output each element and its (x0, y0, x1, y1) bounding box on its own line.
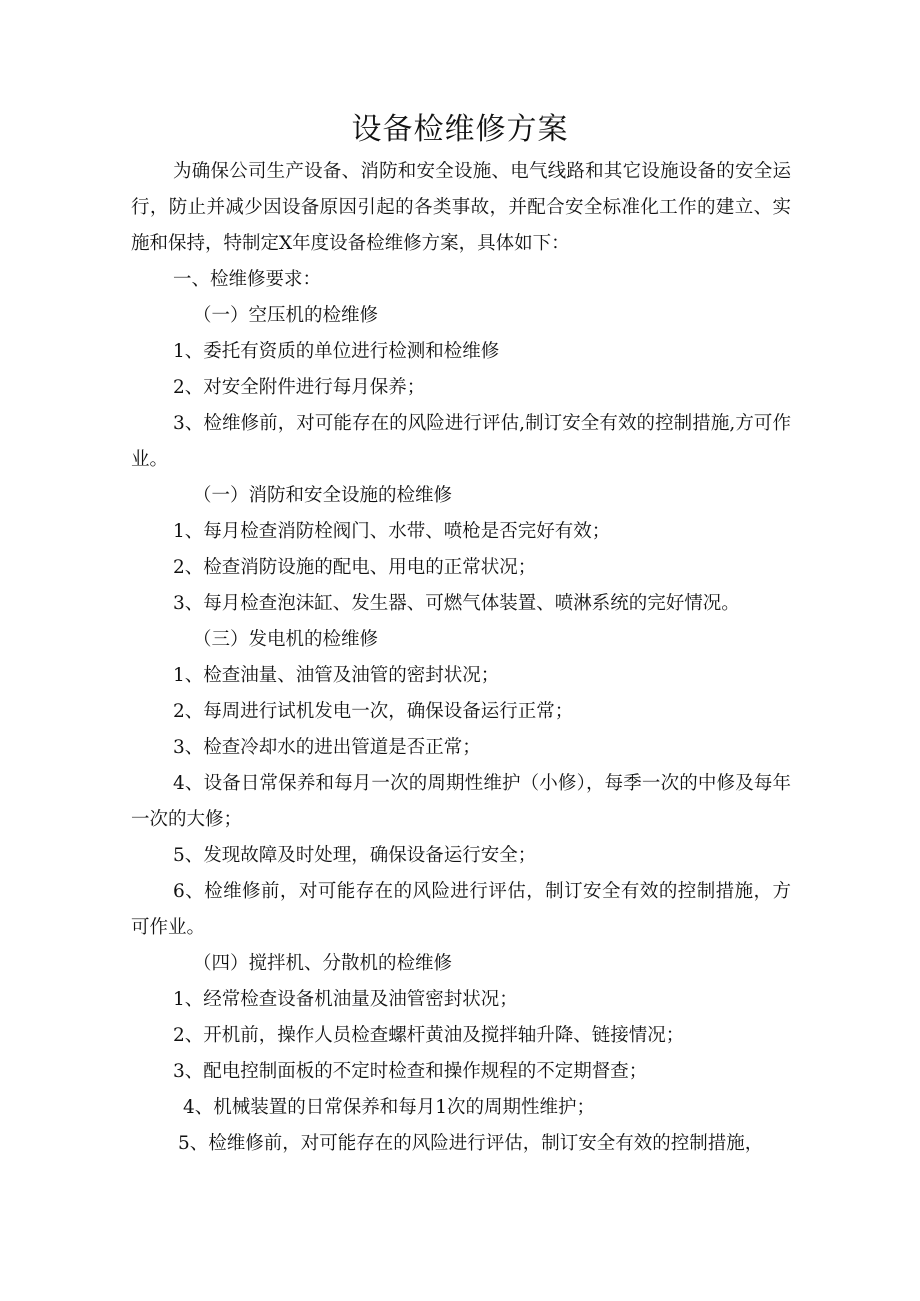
list-item: 2、开机前，操作人员检查螺杆黄油及搅拌轴升降、链接情况； (173, 1025, 685, 1046)
list-item: 5、检维修前，对可能存在的风险进行评估，制订安全有效的控制措施， (178, 1133, 764, 1154)
subsection-heading-mixer: （四）搅拌机、分散机的检维修 (193, 953, 453, 974)
list-item: 6、检维修前，对可能存在的风险进行评估，制订安全有效的控制措施，方可作业。 (131, 881, 791, 938)
list-item: 4、设备日常保养和每月一次的周期性维护（小修），每季一次的中修及每年一次的大修； (131, 773, 791, 830)
document-body (131, 154, 791, 1162)
list-item: 1、经常检查设备机油量及油管密封状况； (173, 989, 518, 1010)
intro-paragraph: 为确保公司生产设备、消防和安全设施、电气线路和其它设施设备的安全运行，防止并减少因设备原因引起的各类事故，并配合安全标准化工作的建立、实施和保持，特制定X年度设备检维修方案，具体如下： (131, 161, 791, 254)
list-item: 1、检查油量、油管及油管的密封状况； (173, 665, 500, 686)
list-item: 3、配电控制面板的不定时检查和操作规程的不定期督查； (173, 1061, 648, 1082)
document-title: 设备检维修方案 (351, 112, 569, 147)
list-item: 2、检查消防设施的配电、用电的正常状况； (173, 557, 537, 578)
section-heading-requirements: 一、检维修要求： (173, 269, 322, 290)
list-item: 4、机械装置的日常保养和每月1次的周期性维护； (183, 1097, 596, 1118)
list-item: 1、委托有资质的单位进行检测和检维修 (173, 341, 500, 362)
subsection-heading-fire-safety: （一）消防和安全设施的检维修 (193, 485, 453, 506)
list-item: 2、对安全附件进行每月保养； (173, 377, 426, 398)
list-item: 3、检维修前，对可能存在的风险进行评估,制订安全有效的控制措施,方可作业。 (131, 413, 791, 470)
list-item: 3、每月检查泡沫缸、发生器、可燃气体装置、喷淋系统的完好情况。 (173, 593, 740, 614)
list-item: 2、每周进行试机发电一次，确保设备运行正常； (173, 701, 574, 722)
list-item: 3、检查冷却水的进出管道是否正常； (173, 737, 481, 758)
subsection-heading-generator: （三）发电机的检维修 (193, 629, 379, 650)
subsection-heading-air-compressor: （一）空压机的检维修 (193, 305, 379, 326)
list-item: 1、每月检查消防栓阀门、水带、喷枪是否完好有效； (173, 521, 611, 542)
list-item: 5、发现故障及时处理，确保设备运行安全； (173, 845, 537, 866)
